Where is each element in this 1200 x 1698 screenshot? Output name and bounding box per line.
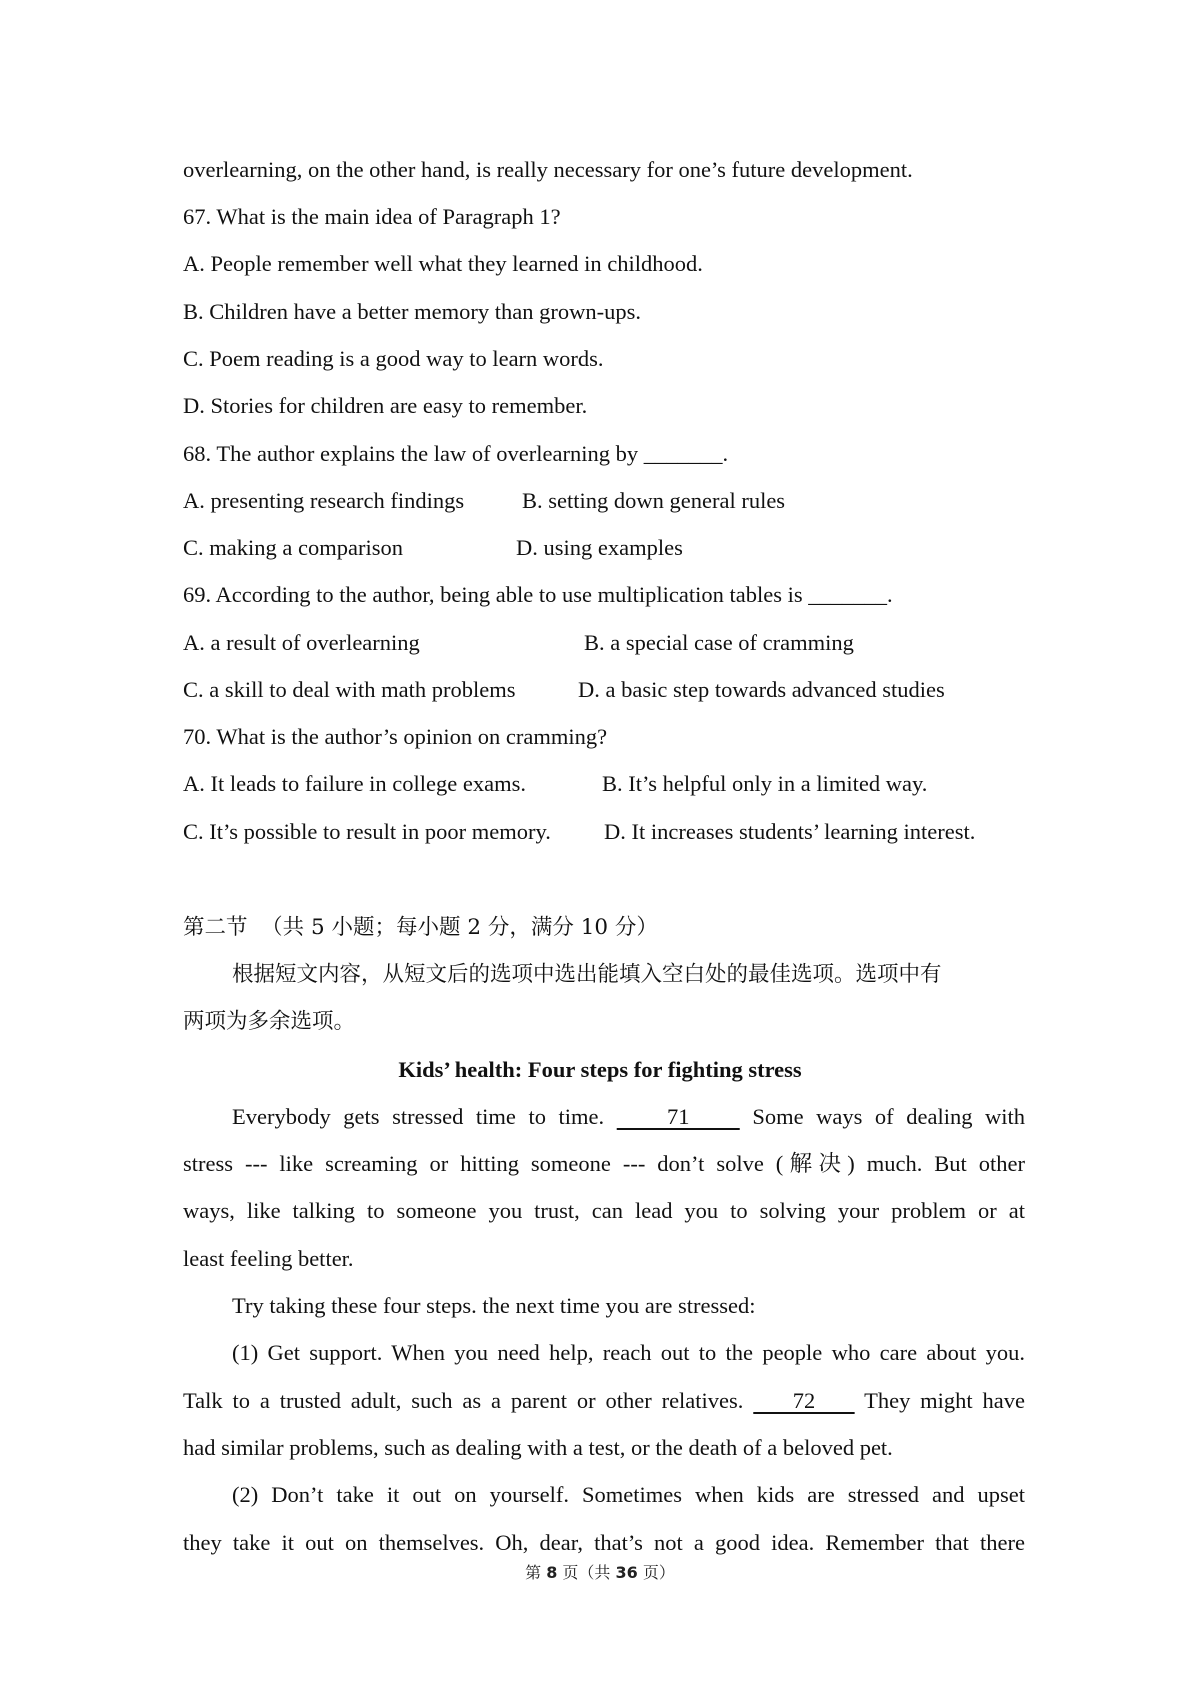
question-69-option-c: C. a skill to deal with math problems	[183, 677, 516, 702]
question-67-option-b: B. Children have a better memory than grown-ups.	[183, 299, 642, 324]
section-instruction-line2: 两项为多余选项。	[183, 1009, 356, 1034]
paragraph-1-text-a: Everybody gets stressed time to time.	[232, 1104, 605, 1129]
paragraph-1-line-4: least feeling better.	[183, 1246, 354, 1271]
question-67-option-a: A. People remember well what they learned in childhood.	[183, 251, 703, 276]
question-69-option-b: B. a special case of cramming	[584, 630, 854, 655]
question-68-option-c: C. making a comparison	[183, 535, 403, 560]
question-68-option-b: B. setting down general rules	[522, 488, 786, 513]
question-70-options-row1	[183, 769, 1025, 799]
paragraph-1-line-3: ways, like talking to someone you trust, can lead you to solving your problem or at	[183, 1198, 1025, 1223]
paragraph-3-line-2	[183, 1386, 1025, 1416]
paragraph-2: Try taking these four steps. the next time you are stressed:	[232, 1293, 756, 1318]
blank-71: 71	[616, 1104, 740, 1129]
question-69-stem: 69. According to the author, being able to use multiplication tables is _______.	[183, 582, 893, 607]
blank-72: 72	[753, 1388, 855, 1413]
paragraph-1-line-2: stress --- like screaming or hitting someone --- don’t solve (解决) much. But other	[183, 1151, 1025, 1176]
question-69-option-a: A. a result of overlearning	[183, 630, 420, 655]
question-67-option-c: C. Poem reading is a good way to learn words.	[183, 346, 604, 371]
question-67-stem: 67. What is the main idea of Paragraph 1?	[183, 204, 561, 229]
paragraph-1-line-1	[232, 1102, 1025, 1132]
question-69-options-row1	[183, 628, 1025, 658]
section-instruction-line1: 根据短文内容，从短文后的选项中选出能填入空白处的最佳选项。选项中有	[232, 962, 942, 987]
footer-page-number: 8	[546, 1563, 558, 1582]
question-68-stem: 68. The author explains the law of overlearning by _______.	[183, 441, 729, 466]
question-68-options-row2	[183, 533, 1025, 563]
continuation-line: overlearning, on the other hand, is really necessary for one’s future development.	[183, 157, 913, 182]
paragraph-3-text-a: Talk to a trusted adult, such as a parent or other relatives.	[183, 1388, 744, 1413]
question-68-options-row1	[183, 486, 1025, 516]
question-70-options-row2	[183, 817, 1025, 847]
question-70-stem: 70. What is the author’s opinion on cramming?	[183, 724, 608, 749]
page-footer	[0, 1560, 1200, 1583]
question-68-option-a: A. presenting research findings	[183, 488, 465, 513]
footer-total-pages: 36	[615, 1563, 638, 1582]
passage-title: Kids’ health: Four steps for fighting stress	[398, 1057, 802, 1082]
footer-middle: 页（共	[562, 1563, 611, 1582]
question-70-option-b: B. It’s helpful only in a limited way.	[602, 771, 928, 796]
paragraph-1-text-b: Some ways of dealing with	[752, 1104, 1026, 1129]
question-67-option-d: D. Stories for children are easy to remember.	[183, 393, 588, 418]
question-70-option-c: C. It’s possible to result in poor memory.	[183, 819, 551, 844]
footer-suffix: 页）	[642, 1563, 675, 1582]
section-heading: 第二节 （共 5 小题；每小题 2 分，满分 10 分）	[183, 915, 658, 940]
question-69-options-row2	[183, 675, 1025, 705]
paragraph-3-text-b: They might have	[864, 1388, 1026, 1413]
paragraph-3-line-3: had similar problems, such as dealing with a test, or the death of a beloved pet.	[183, 1435, 893, 1460]
paragraph-4-line-1: (2) Don’t take it out on yourself. Sometimes when kids are stressed and upset	[232, 1482, 1025, 1507]
question-69-option-d: D. a basic step towards advanced studies	[578, 677, 945, 702]
question-70-option-d: D. It increases students’ learning interest.	[604, 819, 976, 844]
paragraph-3-line-1: (1) Get support. When you need help, reach out to the people who care about you.	[232, 1340, 1025, 1365]
question-70-option-a: A. It leads to failure in college exams.	[183, 771, 527, 796]
footer-prefix: 第	[525, 1563, 542, 1582]
question-68-option-d: D. using examples	[516, 535, 683, 560]
paragraph-4-line-2: they take it out on themselves. Oh, dear, that’s not a good idea. Remember that there	[183, 1530, 1025, 1555]
